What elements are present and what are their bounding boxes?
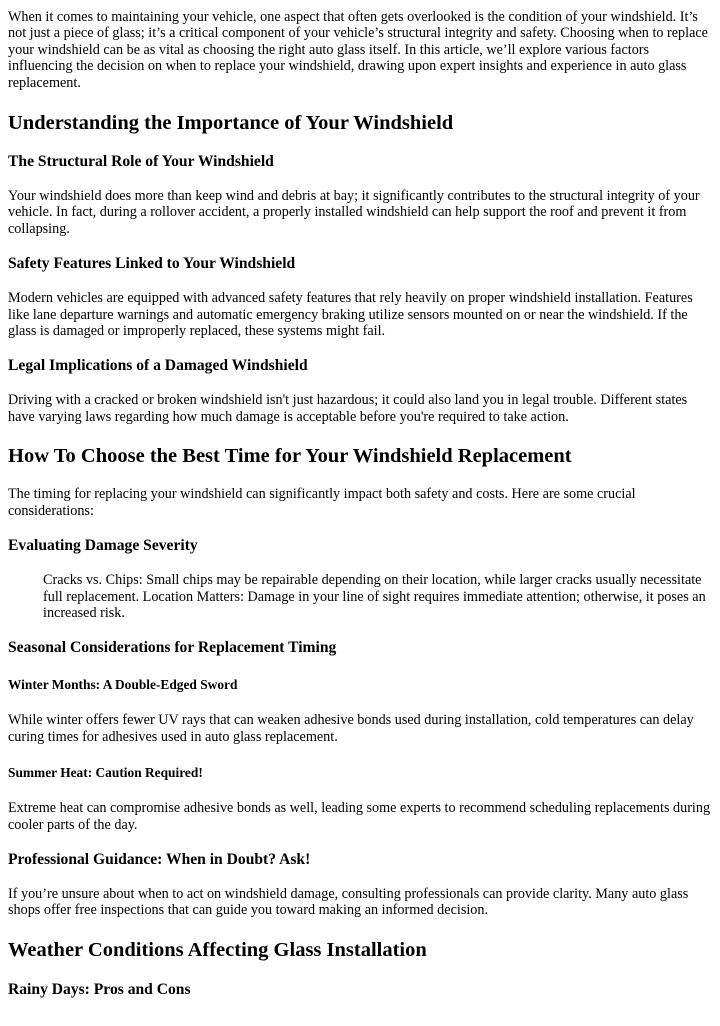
paragraph-timing: The timing for replacing your windshield can significantly impact both safety and costs. Here are some crucial considerations: <box>8 486 636 519</box>
subheading-safety-features: Safety Features Linked to Your Windshield <box>8 255 296 273</box>
subheading-professional-guidance: Professional Guidance: When in Doubt? Ask! <box>8 850 311 868</box>
article <box>0 9 720 999</box>
subheading-rainy-days: Rainy Days: Pros and Cons <box>8 980 191 998</box>
section-heading-best-time: How To Choose the Best Time for Your Windshield Replacement <box>8 445 572 468</box>
subheading-legal-implications: Legal Implications of a Damaged Windshield <box>8 357 308 375</box>
paragraph-legal-implications: Driving with a cracked or broken windshield isn't just hazardous; it could also land you in legal trouble. Different states have varying laws regarding how much damage is acceptable before you're required to take action. <box>8 392 688 425</box>
paragraph-evaluating-damage: Cracks vs. Chips: Small chips may be repairable depending on their location, while larger cracks usually necessitate full replacement. Location Matters: Damage in your line of sight requires immediate attention; otherwise, it poses an increased risk. <box>43 572 706 621</box>
paragraph-professional-guidance: If you’re unsure about when to act on windshield damage, consulting professionals can provide clarity. Many auto glass shops offer free inspections that can guide you toward making an informed decision. <box>8 885 689 919</box>
section-heading-weather: Weather Conditions Affecting Glass Installation <box>8 938 427 961</box>
paragraph-winter: While winter offers fewer UV rays that can weaken adhesive bonds used during installation, cold temperatures can delay curing times for adhesives used in auto glass replacement. <box>8 712 694 745</box>
subheading-winter: Winter Months: A Double-Edged Sword <box>8 677 238 693</box>
section-heading-importance: Understanding the Importance of Your Windshield <box>8 112 454 135</box>
subheading-structural-role: The Structural Role of Your Windshield <box>8 153 274 171</box>
subheading-evaluating-damage: Evaluating Damage Severity <box>8 537 198 555</box>
paragraph-safety-features: Modern vehicles are equipped with advanced safety features that rely heavily on proper windshield installation. Features like lane departure warnings and automatic emergency braking utilize sensors mounted on or near the windshield. If the glass is damaged or improperly replaced, these systems might fail. <box>8 290 693 340</box>
paragraph-structural-role: Your windshield does more than keep wind and debris at bay; it significantly contributes to the structural integrity of your vehicle. In fact, during a rollover accident, a properly installed windshield can help support the roof and prevent it from collapsing. <box>8 188 700 237</box>
subheading-seasonal: Seasonal Considerations for Replacement Timing <box>8 639 337 657</box>
subheading-summer: Summer Heat: Caution Required! <box>8 765 203 781</box>
intro-paragraph: When it comes to maintaining your vehicle, one aspect that often gets overlooked is the condition of your windshield. It’s not just a piece of glass; it’s a critical component of your vehicle’s structural integrity and safety. Choosing when to replace your windshield can be as vital as choosing the right auto glass itself. In this article, we’ll explore various factors influencing the decision on when to replace your windshield, drawing upon expert insights and experience in auto glass replacement. <box>8 9 708 91</box>
paragraph-summer: Extreme heat can compromise adhesive bonds as well, leading some experts to recommend scheduling replacements during cooler parts of the day. <box>8 800 711 833</box>
